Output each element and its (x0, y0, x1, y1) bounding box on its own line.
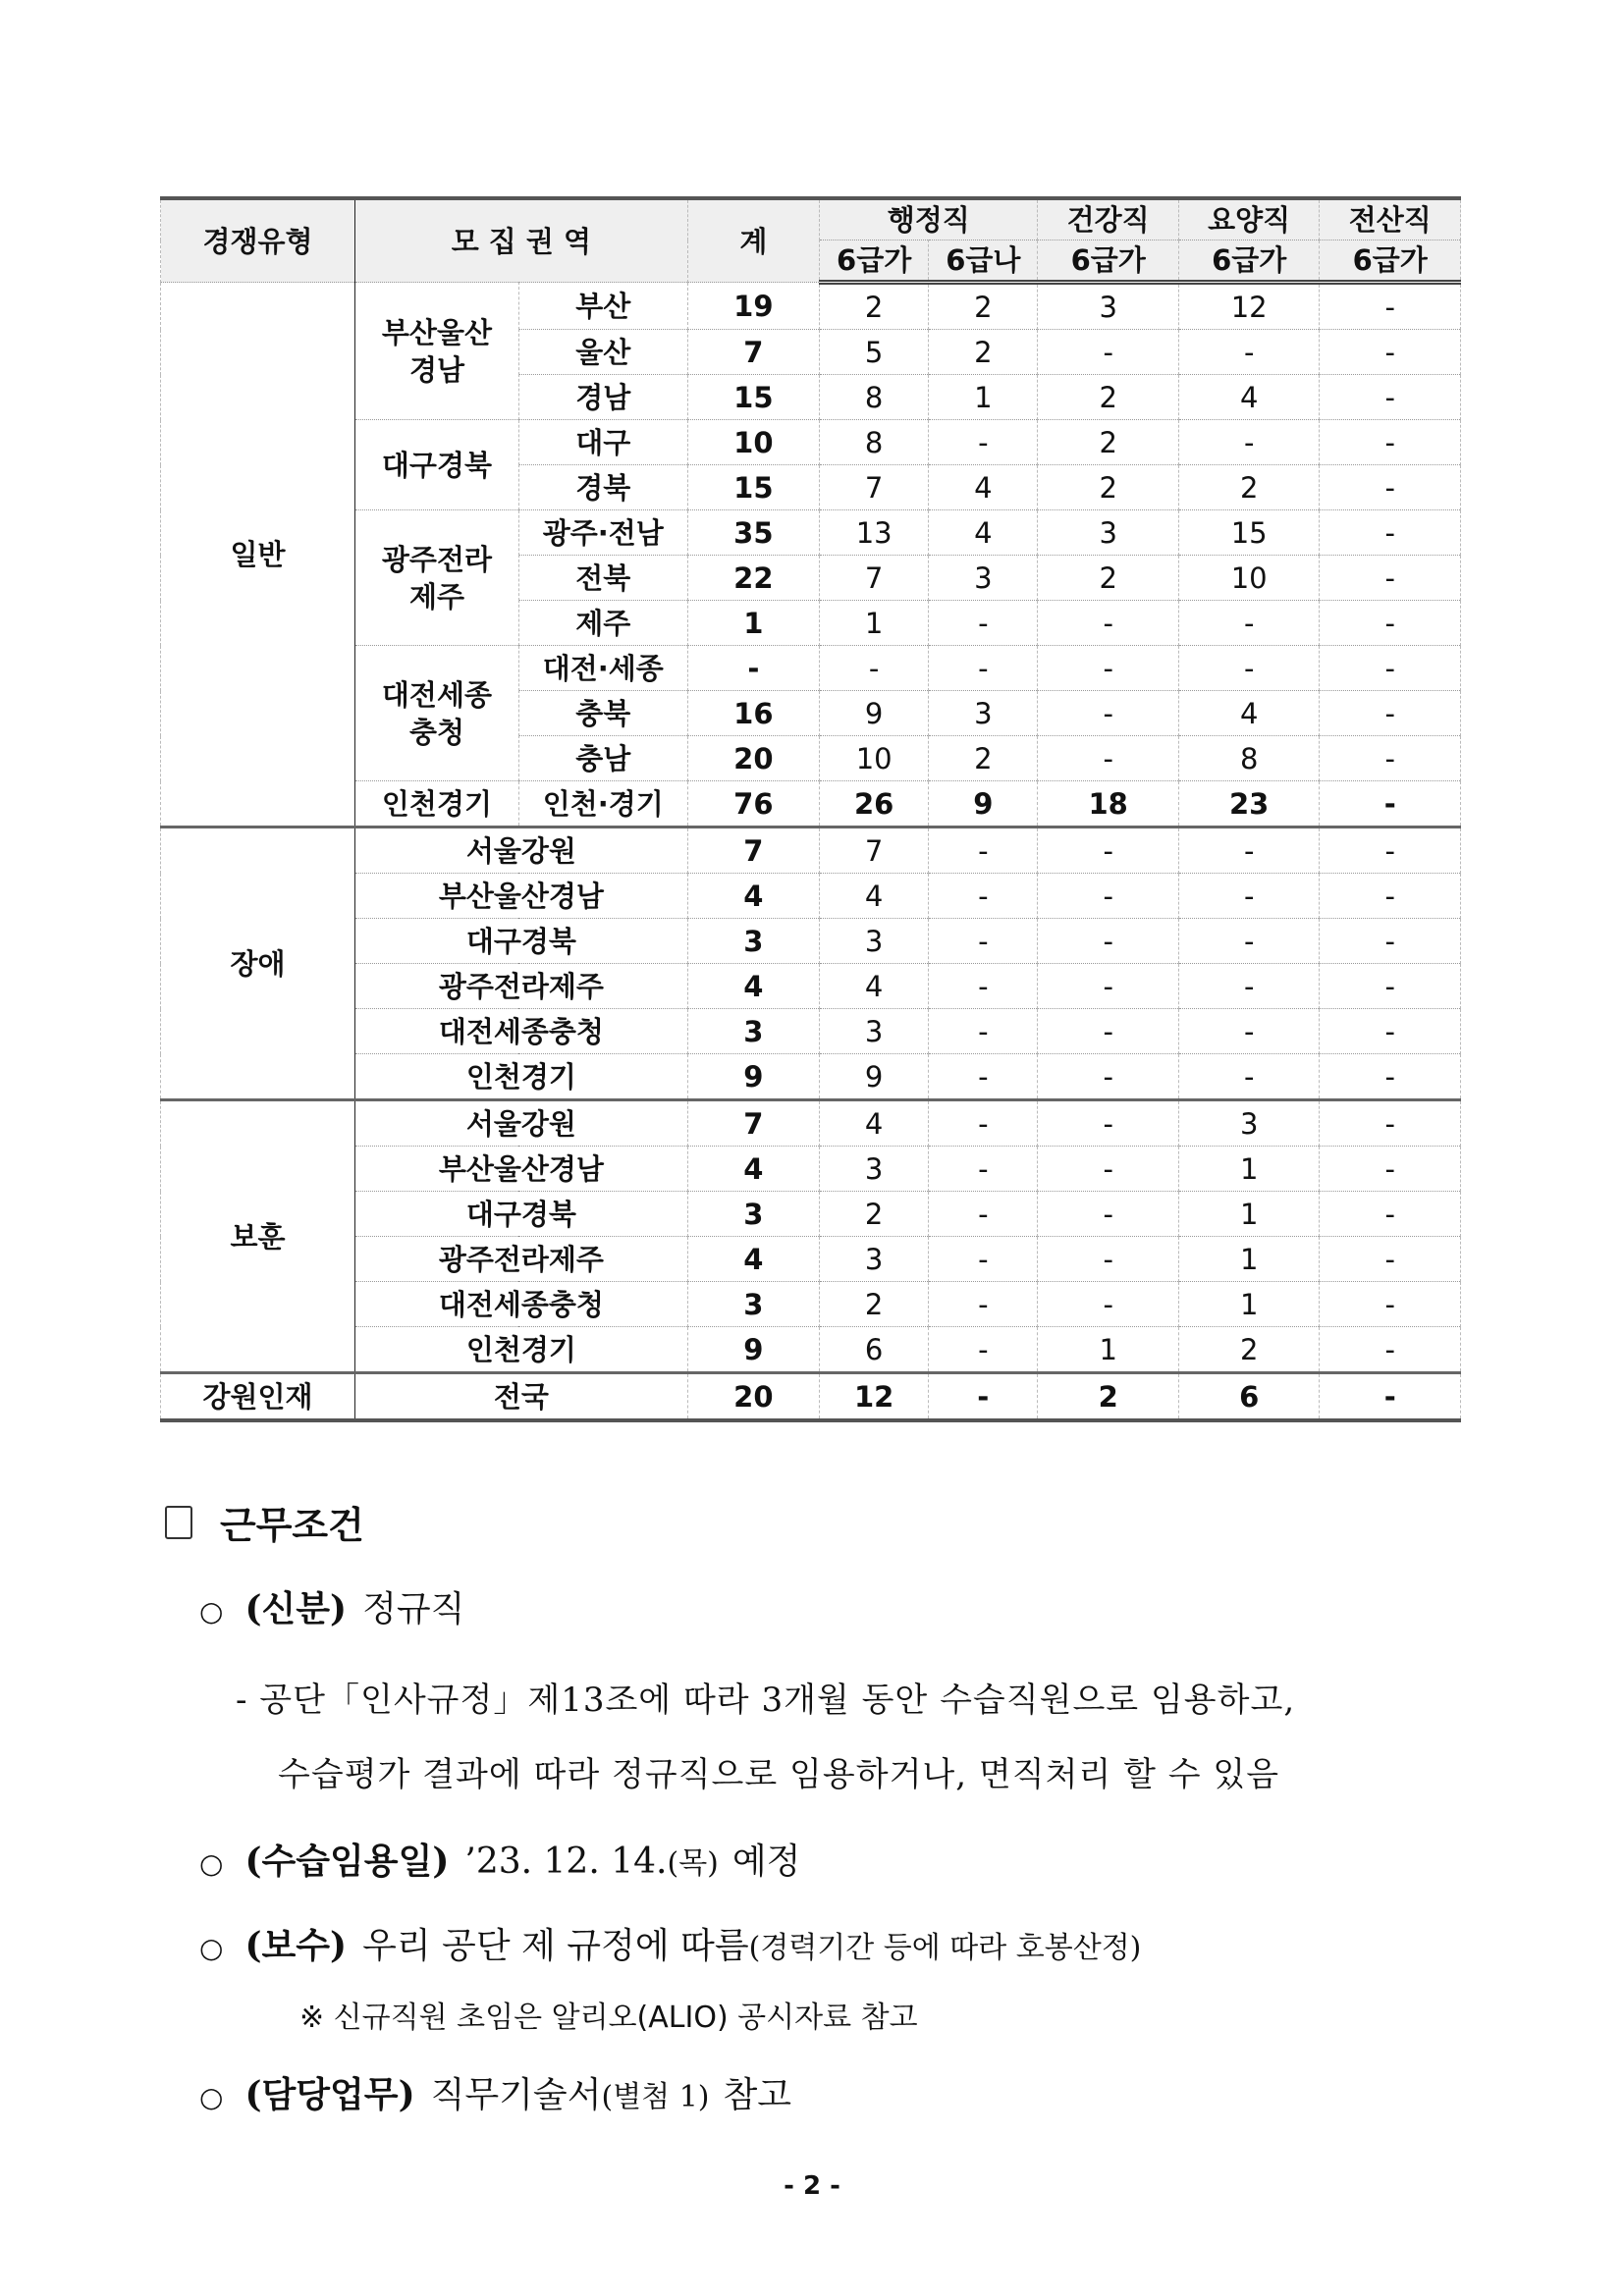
value-cell: - (1178, 1054, 1320, 1100)
value-cell: 2 (820, 283, 929, 330)
subregion-cell: 부산 (518, 283, 687, 330)
value-cell: - (1320, 964, 1461, 1009)
value-cell: - (929, 1100, 1038, 1147)
value-cell: - (1320, 919, 1461, 964)
value-cell: 1 (820, 601, 929, 646)
value-cell: 2 (820, 1282, 929, 1327)
value-cell: - (1178, 964, 1320, 1009)
value-cell: - (1038, 646, 1179, 691)
value-cell: 2 (1178, 1327, 1320, 1373)
value-cell: 3 (820, 1237, 929, 1282)
region-cell: 부산울산경남 (355, 874, 688, 919)
subregion-cell: 경남 (518, 375, 687, 420)
value-cell: - (1038, 691, 1179, 736)
value-cell: 1 (1178, 1147, 1320, 1192)
value-cell: 9 (820, 1054, 929, 1100)
value-cell: - (1038, 1054, 1179, 1100)
value-cell: - (1320, 1009, 1461, 1054)
region-cell: 인천경기 (355, 1327, 688, 1373)
value-cell: 9 (820, 691, 929, 736)
value-cell: - (1320, 283, 1461, 330)
value-cell: - (1038, 1147, 1179, 1192)
item-label: (신분) (244, 1588, 348, 1629)
value-cell: 10 (820, 736, 929, 781)
total-cell: 3 (687, 1009, 819, 1054)
value-cell: 6 (820, 1327, 929, 1373)
total-cell: 22 (687, 556, 819, 601)
value-cell: 12 (1178, 283, 1320, 330)
total-cell: 76 (687, 781, 819, 828)
item-duty (199, 2067, 791, 2117)
value-cell: - (1320, 1054, 1461, 1100)
value-cell: - (1038, 1192, 1179, 1237)
table-row (161, 1147, 1461, 1192)
header-grade: 6급가 (1320, 240, 1461, 283)
value-cell: - (1038, 828, 1179, 874)
value-cell: - (929, 420, 1038, 465)
item-label: (담당업무) (244, 2074, 415, 2115)
table-row (161, 828, 1461, 874)
item-status (199, 1581, 464, 1631)
subregion-cell: 대전·세종 (518, 646, 687, 691)
value-cell: - (1178, 828, 1320, 874)
total-cell: 1 (687, 601, 819, 646)
value-cell: - (1038, 964, 1179, 1009)
value-cell: 3 (1038, 283, 1179, 330)
region-cell: 인천경기 (355, 1054, 688, 1100)
value-cell: - (929, 964, 1038, 1009)
value-cell: - (1178, 330, 1320, 375)
header-job-admin: 행정직 (820, 198, 1038, 240)
table-row (161, 510, 1461, 556)
item-tail: 참고 (723, 2075, 792, 2115)
item-text: 우리 공단 제 규정에 따름 (362, 1926, 749, 1966)
value-cell: 8 (820, 420, 929, 465)
value-cell: 3 (820, 919, 929, 964)
pay-note: ※ 신규직원 초임은 알리오(ALIO) 공시자료 참고 (299, 2001, 918, 2035)
value-cell: - (1320, 1282, 1461, 1327)
value-cell: 3 (1038, 510, 1179, 556)
header-type: 경쟁유형 (161, 198, 355, 283)
value-cell: - (1178, 919, 1320, 964)
region-cell: 대구경북 (355, 1192, 688, 1237)
item-pay (199, 1918, 1141, 1968)
value-cell: 7 (820, 828, 929, 874)
competition-type: 장애 (161, 828, 355, 1100)
total-cell: 4 (687, 964, 819, 1009)
value-cell: 2 (1178, 465, 1320, 510)
value-cell: - (1320, 1237, 1461, 1282)
value-cell: 2 (1038, 465, 1179, 510)
item-note: (경력기간 등에 따라 호봉산정) (748, 1931, 1142, 1965)
value-cell: 8 (1178, 736, 1320, 781)
circle-bullet-icon: ○ (199, 2081, 224, 2113)
value-cell: - (1320, 420, 1461, 465)
value-cell: 3 (929, 556, 1038, 601)
value-cell: - (1320, 556, 1461, 601)
header-area: 모 집 권 역 (355, 198, 688, 283)
value-cell: - (929, 828, 1038, 874)
value-cell: - (929, 874, 1038, 919)
total-cell: 35 (687, 510, 819, 556)
value-cell: 26 (820, 781, 929, 828)
value-cell: 3 (1178, 1100, 1320, 1147)
value-cell: - (1320, 828, 1461, 874)
table-row (161, 781, 1461, 828)
value-cell: - (1320, 781, 1461, 828)
circle-bullet-icon: ○ (199, 1847, 224, 1880)
total-cell: 4 (687, 874, 819, 919)
table-row (161, 1009, 1461, 1054)
total-cell: 16 (687, 691, 819, 736)
subregion-cell: 제주 (518, 601, 687, 646)
value-cell: - (1320, 510, 1461, 556)
total-cell: 20 (687, 1373, 819, 1421)
competition-type: 보훈 (161, 1100, 355, 1373)
region-cell: 대구경북 (355, 420, 519, 510)
value-cell: 4 (1178, 691, 1320, 736)
total-cell: 20 (687, 736, 819, 781)
value-cell: - (929, 1327, 1038, 1373)
value-cell: - (1320, 874, 1461, 919)
value-cell: - (929, 601, 1038, 646)
value-cell: 5 (820, 330, 929, 375)
total-cell: 19 (687, 283, 819, 330)
subregion-cell: 울산 (518, 330, 687, 375)
value-cell: 2 (929, 330, 1038, 375)
table-row (161, 283, 1461, 330)
value-cell: 1 (1178, 1192, 1320, 1237)
value-cell: - (1320, 1100, 1461, 1147)
table-row (161, 420, 1461, 465)
region-cell: 광주전라제주 (355, 964, 688, 1009)
value-cell: 2 (820, 1192, 929, 1237)
total-cell: 15 (687, 375, 819, 420)
region-cell: 광주전라 제주 (355, 510, 519, 646)
header-grade: 6급나 (929, 240, 1038, 283)
value-cell: 7 (820, 556, 929, 601)
subregion-cell: 인천·경기 (518, 781, 687, 828)
region-cell: 인천경기 (355, 781, 519, 828)
value-cell: - (1038, 601, 1179, 646)
value-cell: 1 (929, 375, 1038, 420)
value-cell: 2 (1038, 1373, 1179, 1421)
table-row (161, 874, 1461, 919)
competition-type: 일반 (161, 283, 355, 828)
value-cell: - (1320, 1147, 1461, 1192)
value-cell: - (1178, 601, 1320, 646)
table-row (161, 1373, 1461, 1421)
header-grade: 6급가 (1038, 240, 1179, 283)
circle-bullet-icon: ○ (199, 1595, 224, 1628)
value-cell: 13 (820, 510, 929, 556)
value-cell: 18 (1038, 781, 1179, 828)
value-cell: 1 (1038, 1327, 1179, 1373)
region-cell: 대전세종충청 (355, 1009, 688, 1054)
status-detail-line-2: 수습평가 결과에 따라 정규직으로 임용하거나, 면직처리 할 수 있음 (278, 1755, 1280, 1794)
region-cell: 서울강원 (355, 828, 688, 874)
total-cell: 7 (687, 1100, 819, 1147)
page-number: - 2 - (784, 2171, 840, 2201)
total-cell: 9 (687, 1327, 819, 1373)
value-cell: 2 (1038, 556, 1179, 601)
region-cell: 대구경북 (355, 919, 688, 964)
item-text: 정규직 (362, 1589, 465, 1629)
value-cell: 6 (1178, 1373, 1320, 1421)
total-cell: 4 (687, 1147, 819, 1192)
header-job-health: 건강직 (1038, 198, 1179, 240)
value-cell: - (929, 1054, 1038, 1100)
value-cell: - (1320, 1192, 1461, 1237)
value-cell: 7 (820, 465, 929, 510)
region-cell: 전국 (355, 1373, 688, 1421)
value-cell: - (929, 1147, 1038, 1192)
value-cell: - (929, 646, 1038, 691)
value-cell: 2 (929, 736, 1038, 781)
value-cell: 12 (820, 1373, 929, 1421)
value-cell: - (929, 1009, 1038, 1054)
competition-type: 강원인재 (161, 1373, 355, 1421)
item-text: 직무기술서 (430, 2075, 602, 2115)
value-cell: 1 (1178, 1282, 1320, 1327)
value-cell: 23 (1178, 781, 1320, 828)
table-row (161, 1100, 1461, 1147)
value-cell: - (1320, 646, 1461, 691)
value-cell: 3 (929, 691, 1038, 736)
value-cell: - (1320, 330, 1461, 375)
value-cell: - (1178, 420, 1320, 465)
value-cell: - (929, 919, 1038, 964)
value-cell: - (1320, 1327, 1461, 1373)
value-cell: - (1178, 646, 1320, 691)
region-cell: 대전세종 충청 (355, 646, 519, 781)
total-cell: 4 (687, 1237, 819, 1282)
table-row (161, 1054, 1461, 1100)
value-cell: - (1038, 919, 1179, 964)
header-grade: 6급가 (1178, 240, 1320, 283)
value-cell: - (820, 646, 929, 691)
value-cell: - (1038, 736, 1179, 781)
value-cell: - (1178, 1009, 1320, 1054)
value-cell: - (1038, 1237, 1179, 1282)
value-cell: 2 (1038, 420, 1179, 465)
value-cell: - (929, 1373, 1038, 1421)
table-row (161, 919, 1461, 964)
table-row (161, 1282, 1461, 1327)
subregion-cell: 경북 (518, 465, 687, 510)
subregion-cell: 광주·전남 (518, 510, 687, 556)
total-cell: 9 (687, 1054, 819, 1100)
value-cell: - (1320, 375, 1461, 420)
region-cell: 광주전라제주 (355, 1237, 688, 1282)
table-row (161, 646, 1461, 691)
header-job-it: 전산직 (1320, 198, 1461, 240)
subregion-cell: 전북 (518, 556, 687, 601)
subregion-cell: 충남 (518, 736, 687, 781)
item-day: (목) (667, 1846, 719, 1881)
item-tail: 예정 (731, 1842, 801, 1882)
header-total: 계 (687, 198, 819, 283)
value-cell: 10 (1178, 556, 1320, 601)
item-attachment: (별첨 1) (601, 2080, 710, 2114)
value-cell: - (1038, 1282, 1179, 1327)
value-cell: 4 (1178, 375, 1320, 420)
total-cell: 15 (687, 465, 819, 510)
value-cell: - (1320, 1373, 1461, 1421)
table-row (161, 1237, 1461, 1282)
total-cell: - (687, 646, 819, 691)
table-body (161, 283, 1461, 1421)
total-cell: 3 (687, 1192, 819, 1237)
item-start-date (199, 1834, 800, 1884)
section-title (165, 1495, 364, 1549)
value-cell: 3 (820, 1147, 929, 1192)
subregion-cell: 대구 (518, 420, 687, 465)
value-cell: - (929, 1282, 1038, 1327)
value-cell: - (929, 1237, 1038, 1282)
item-label: (보수) (244, 1925, 348, 1966)
value-cell: 4 (929, 465, 1038, 510)
value-cell: - (1038, 330, 1179, 375)
value-cell: - (1038, 874, 1179, 919)
value-cell: - (1320, 601, 1461, 646)
item-label: (수습임용일) (244, 1841, 450, 1882)
region-cell: 서울강원 (355, 1100, 688, 1147)
value-cell: - (1320, 736, 1461, 781)
header-grade: 6급가 (820, 240, 929, 283)
total-cell: 3 (687, 1282, 819, 1327)
region-cell: 부산울산경남 (355, 1147, 688, 1192)
value-cell: 8 (820, 375, 929, 420)
section-title-text: 근무조건 (220, 1504, 364, 1547)
circle-bullet-icon: ○ (199, 1932, 224, 1964)
value-cell: 4 (820, 1100, 929, 1147)
total-cell: 10 (687, 420, 819, 465)
subregion-cell: 충북 (518, 691, 687, 736)
value-cell: - (929, 1192, 1038, 1237)
table-row (161, 964, 1461, 1009)
total-cell: 7 (687, 330, 819, 375)
header-job-care: 요양직 (1178, 198, 1320, 240)
value-cell: 4 (820, 874, 929, 919)
value-cell: 15 (1178, 510, 1320, 556)
checkbox-icon (165, 1506, 192, 1539)
value-cell: - (1038, 1100, 1179, 1147)
value-cell: 4 (929, 510, 1038, 556)
value-cell: 9 (929, 781, 1038, 828)
value-cell: - (1178, 874, 1320, 919)
value-cell: - (1320, 465, 1461, 510)
value-cell: 2 (929, 283, 1038, 330)
value-cell: 3 (820, 1009, 929, 1054)
table-row (161, 1327, 1461, 1373)
recruitment-table (160, 196, 1461, 1422)
value-cell: 4 (820, 964, 929, 1009)
total-cell: 7 (687, 828, 819, 874)
region-cell: 부산울산 경남 (355, 283, 519, 420)
status-detail-line-1: - 공단「인사규정」제13조에 따라 3개월 동안 수습직원으로 임용하고, (236, 1681, 1296, 1720)
value-cell: 2 (1038, 375, 1179, 420)
total-cell: 3 (687, 919, 819, 964)
item-text: ’23. 12. 14. (464, 1842, 668, 1882)
table-row (161, 1192, 1461, 1237)
value-cell: - (1320, 691, 1461, 736)
value-cell: - (1038, 1009, 1179, 1054)
region-cell: 대전세종충청 (355, 1282, 688, 1327)
value-cell: 1 (1178, 1237, 1320, 1282)
